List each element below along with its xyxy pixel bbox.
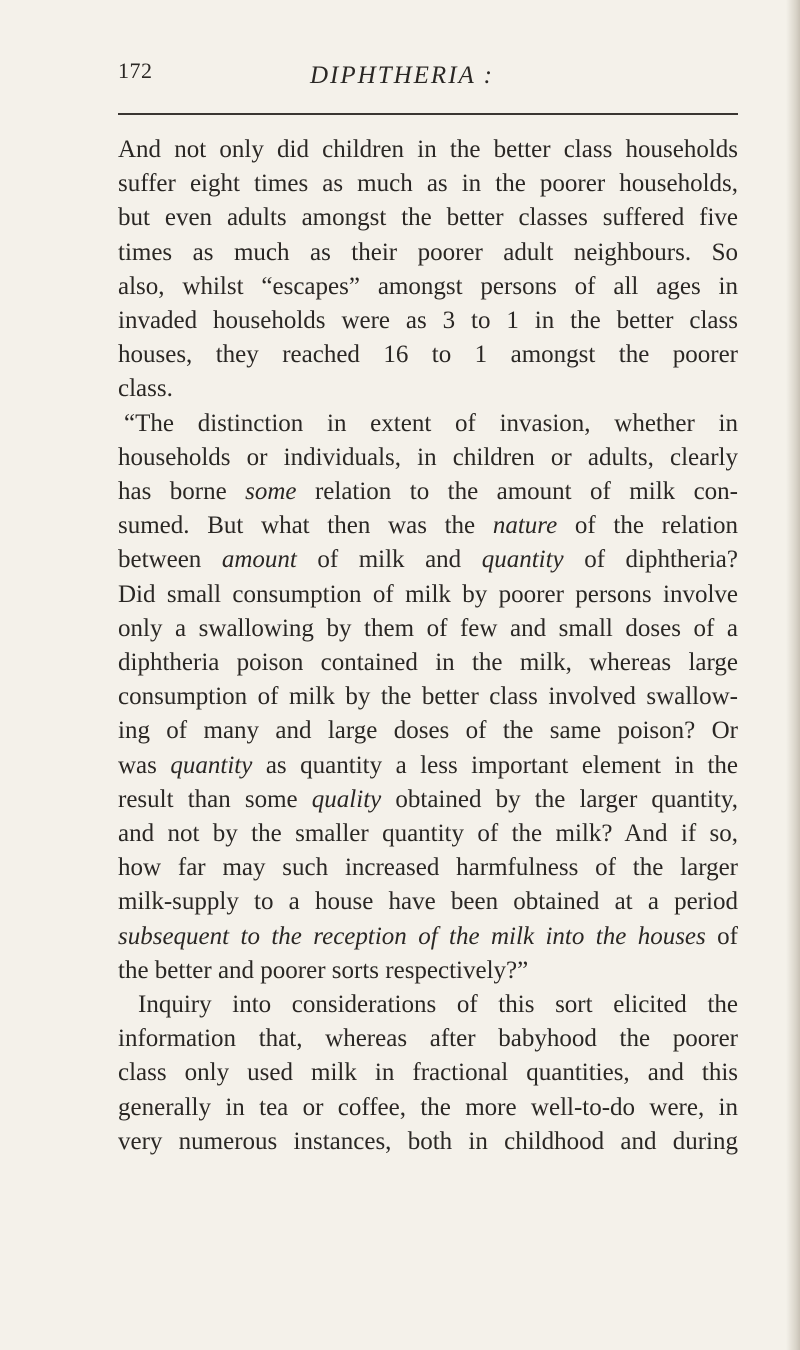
text-run: as quantity a less important element in the [252,751,738,779]
text-line: very numerous instances, both in childhood and during [118,1127,738,1155]
text-line: Did small consumption of milk by poorer persons involve [118,580,738,608]
text-line: but even adults amongst the better classes suffered five [118,204,738,232]
text-run: of [705,922,738,950]
text-run: has borne [118,478,246,506]
text-line [118,543,738,577]
text-line [118,783,738,817]
text-run: result than some [118,785,312,813]
italic-run: nature [492,512,558,540]
page-number: 172 [118,58,153,83]
text-line [118,475,738,509]
text-run: sumed. But what then was the [118,512,493,540]
text-line: diphtheria poison contained in the milk, whereas large [118,649,738,677]
text-line: suffer eight times as much as in the poorer households, [118,170,738,198]
text-line: and not by the smaller quantity of the milk? And if so, [118,820,738,848]
text-line: only a swallowing by them of few and small doses of a [118,614,738,642]
text-line: class only used milk in fractional quantities, and this [118,1059,738,1087]
text-run: of diphtheria? [563,546,738,574]
text-run: was [118,751,171,779]
body-text [118,133,738,1159]
text-line: the better and poorer sorts respectively?” [118,956,529,984]
text-line: ing of many and large doses of the same poison? Or [118,717,738,745]
text-run: of the relation [557,512,738,540]
italic-run: quantity [481,546,564,574]
text-line: how far may such increased harmfulness of the larger [118,854,738,882]
italic-run: quantity [170,751,253,779]
text-line: “The distinction in extent of invasion, whether in [124,409,738,437]
header-rule [118,113,738,115]
text-run: between [118,546,222,574]
text-line: invaded households were as 3 to 1 in the better class [118,307,738,335]
text-line: also, whilst “escapes” amongst persons of all ages in [118,272,738,300]
text-line [118,509,738,543]
text-run: obtained by the larger quantity, [381,785,738,813]
text-line: milk-supply to a house have been obtained at a period [118,888,738,916]
text-line: Inquiry into considerations of this sort elicited the [138,991,738,1019]
italic-run: amount [221,546,297,574]
text-line: generally in tea or coffee, the more well-to-do were, in [118,1093,738,1121]
text-line: consumption of milk by the better class involved swallow- [118,683,738,711]
page-edge-shadow [786,0,800,1350]
italic-run: some [245,478,297,506]
text-line: households or individuals, in children or adults, clearly [118,443,738,471]
page-header [118,58,738,98]
italic-run: subsequent to the reception of the milk into the houses [118,922,706,950]
text-line: class. [118,375,173,403]
text-run: of milk and [296,546,482,574]
text-line [118,749,738,783]
running-head: DIPHTHERIA : [310,62,494,89]
text-line: houses, they reached 16 to 1 amongst the poorer [118,341,738,369]
italic-run: quality [311,785,382,813]
text-line: times as much as their poorer adult neighbours. So [118,238,738,266]
text-line: information that, whereas after babyhood the poorer [118,1025,738,1053]
text-run: relation to the amount of milk con- [296,478,738,506]
text-line [118,920,738,954]
text-line: And not only did children in the better class households [118,136,738,163]
